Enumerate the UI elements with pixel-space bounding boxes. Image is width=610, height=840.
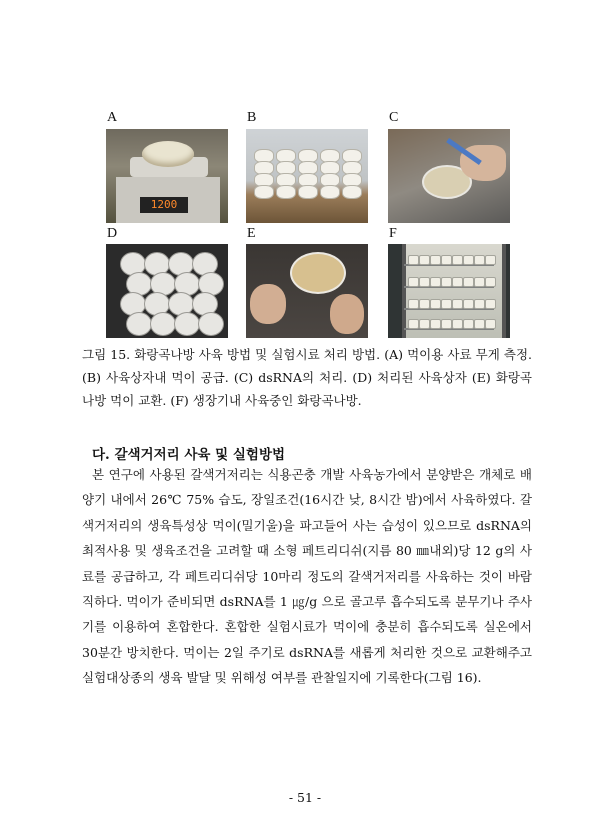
hand [250, 284, 286, 324]
rearing-cup [430, 255, 441, 265]
rearing-cup [419, 255, 430, 265]
page-number: - 51 - [288, 790, 322, 805]
section-heading: 다. 갈색거저리 사육 및 실험방법 [92, 447, 286, 463]
rearing-cup [485, 277, 496, 287]
petri-dish [142, 141, 194, 167]
stacked-dish [342, 185, 362, 199]
rearing-cup [441, 255, 452, 265]
rearing-cup [419, 277, 430, 287]
panel-label-e: E [247, 226, 256, 241]
rearing-cup [463, 299, 474, 309]
panel-label-f: F [389, 226, 397, 241]
rearing-cup [430, 319, 441, 329]
rearing-cup [474, 299, 485, 309]
photo-dsrna-treatment [388, 129, 510, 223]
rearing-cup [463, 277, 474, 287]
rearing-cup [441, 277, 452, 287]
rearing-cup [441, 299, 452, 309]
petri-dish [174, 312, 200, 336]
rearing-cup [419, 319, 430, 329]
body-paragraph: 본 연구에 사용된 갈색거저리는 식용곤충 개발 사육농가에서 분양받은 개체로 배양기 내에서 26℃ 75% 습도, 장일조건(16시간 낮, 8시간 밤)에서 사육하였다. 갈색거저리의 생육특성상 먹이(밀기울)을 파고들어 사는 습성이 있으므로 dsRNA의 최적사용 및 생육조건을 고려할 때 소형 페트리디쉬(지름 80 ㎜내외)당 12 g의 사료를 공급하고, 각 페트리디쉬당 10마리 정도의 갈색거저리를 사육하는 것이 바람직하다. 먹이가 준비되면 dsRNA를 1 ㎍/g 으로 골고루 흡수되도록 분무기나 주사기를 이용하여 혼합한다. 혼합한 실험시료가 먹이에 충분히 흡수되도록 실온에서 30분간 방치한다. 먹이는 2일 주기로 dsRNA를 새롭게 처리한 것으로 교환해주고 실험대상종의 생육 발달 및 위해성 여부를 관찰일지에 기록한다(그림 16). [82, 467, 532, 686]
stacked-dish [276, 185, 296, 199]
figure-caption: 그림 15. 화랑곡나방 사육 방법 및 실험시료 처리 방법. (A) 먹이용 사료 무게 측정. (B) 사육상자내 먹이 공급. (C) dsRNA의 처리. (D) 처리된 사육상자 (E) 화랑곡나방 먹이 교환. (F) 생장기내 사육중인 화랑곡나방. [82, 347, 532, 408]
rearing-cup [452, 319, 463, 329]
panel-label-a: A [107, 110, 118, 125]
rearing-cup [485, 255, 496, 265]
petri-dish [198, 312, 224, 336]
photo-weighing-feed [106, 129, 228, 223]
photo-rearing-boxes [246, 129, 368, 223]
rearing-cup [408, 277, 419, 287]
petri-dish [290, 252, 346, 294]
rearing-cup [463, 255, 474, 265]
panel-label-b: B [247, 110, 257, 125]
photo-treated-boxes [106, 244, 228, 338]
rearing-cup [474, 277, 485, 287]
photo-growth-chamber [388, 244, 510, 338]
petri-dish [150, 312, 176, 336]
rearing-cup [408, 319, 419, 329]
rearing-cup [452, 255, 463, 265]
rearing-cup [474, 319, 485, 329]
scale-display: 1200 [140, 197, 188, 213]
rearing-cup [463, 319, 474, 329]
rearing-cup [430, 277, 441, 287]
panel-label-c: C [389, 110, 399, 125]
rearing-cup [485, 319, 496, 329]
rearing-cup [408, 255, 419, 265]
panel-label-d: D [107, 226, 118, 241]
rearing-cup [408, 299, 419, 309]
rearing-cup [452, 277, 463, 287]
hand [330, 294, 364, 334]
stacked-dish [298, 185, 318, 199]
stacked-dish [320, 185, 340, 199]
rearing-cup [430, 299, 441, 309]
rearing-cup [485, 299, 496, 309]
petri-dish [126, 312, 152, 336]
rearing-cup [441, 319, 452, 329]
rearing-cup [452, 299, 463, 309]
rearing-cup [474, 255, 485, 265]
rearing-cup [419, 299, 430, 309]
stacked-dish [254, 185, 274, 199]
photo-feed-exchange [246, 244, 368, 338]
